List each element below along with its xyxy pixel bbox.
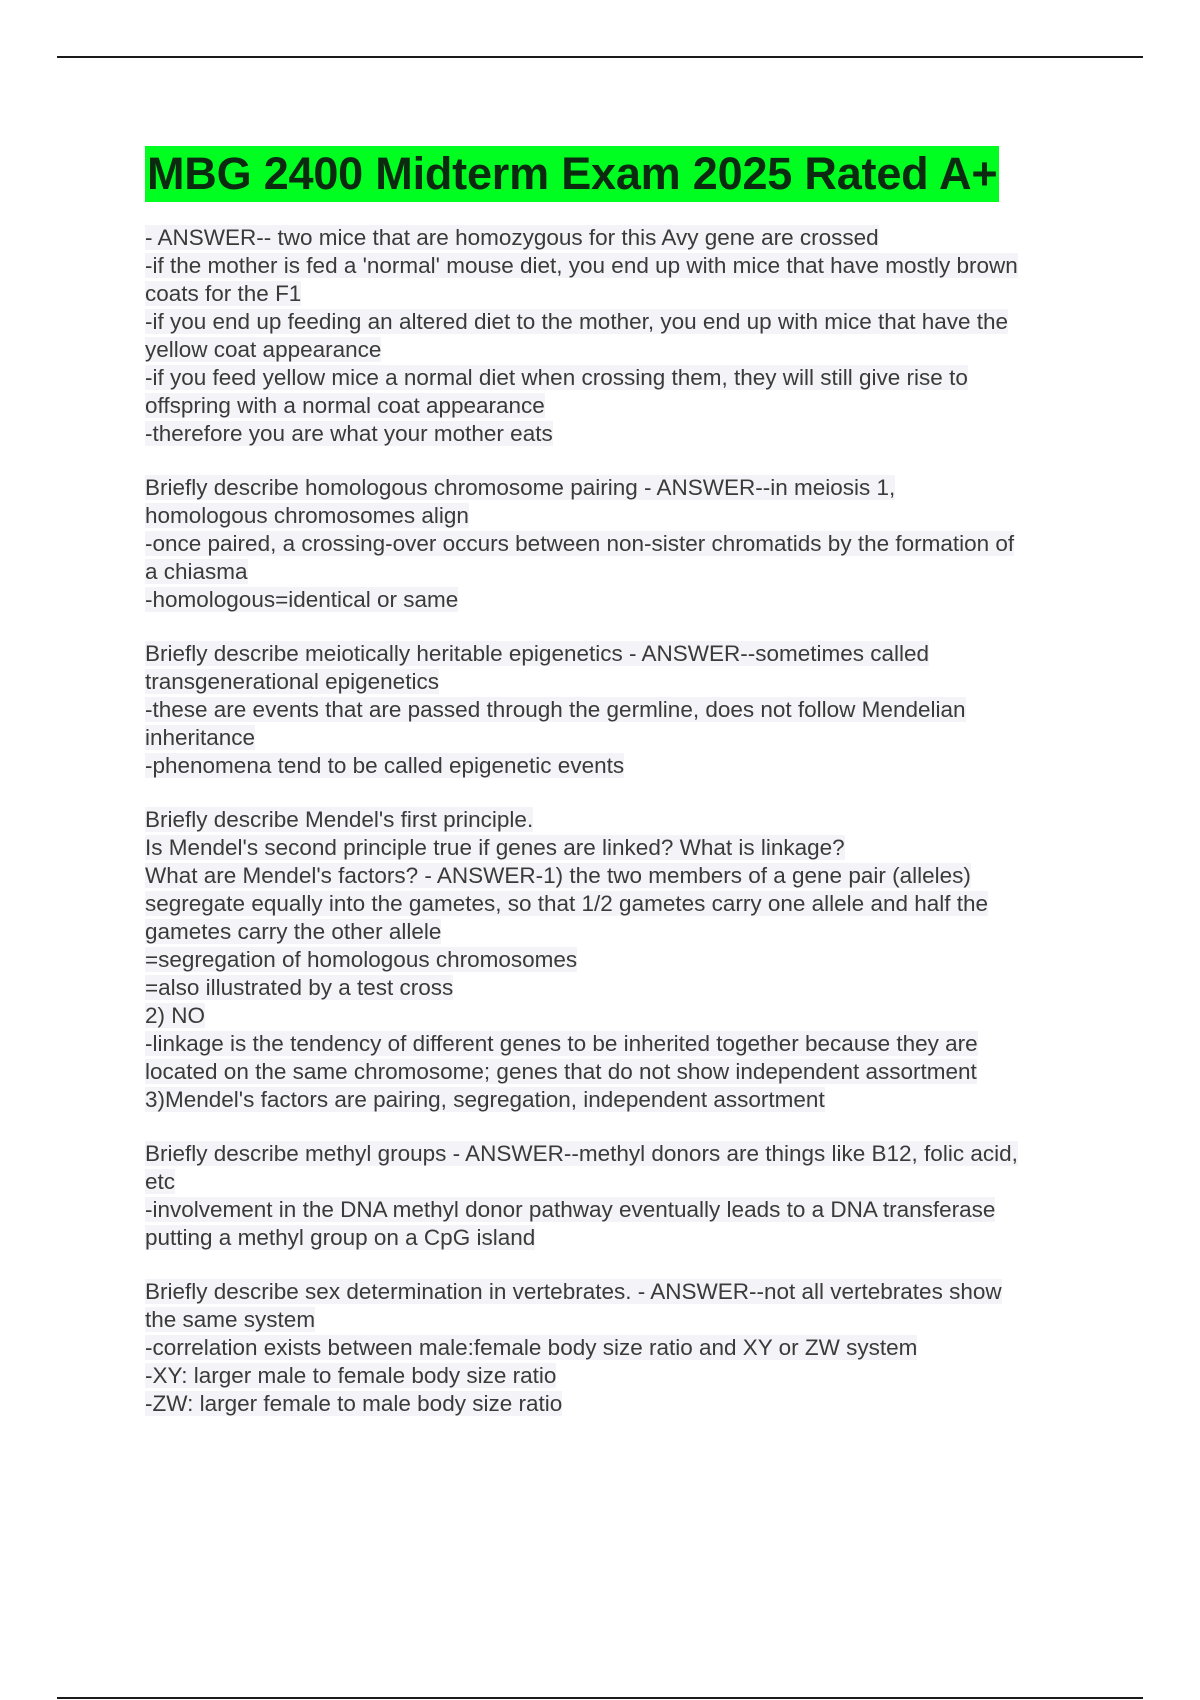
qa-section <box>145 1278 1085 1418</box>
text-line: -linkage is the tendency of different genes to be inherited together because they are <box>145 1031 978 1056</box>
text-line: -if the mother is fed a 'normal' mouse diet, you end up with mice that have mostly brown <box>145 253 1018 278</box>
text-line: Briefly describe methyl groups - ANSWER--methyl donors are things like B12, folic acid, <box>145 1141 1018 1166</box>
text-line: 3)Mendel's factors are pairing, segregation, independent assortment <box>145 1087 825 1112</box>
text-line: the same system <box>145 1307 316 1332</box>
text-line: Is Mendel's second principle true if genes are linked? What is linkage? <box>145 835 845 860</box>
text-line: a chiasma <box>145 559 248 584</box>
text-line: Briefly describe meiotically heritable epigenetics - ANSWER--sometimes called <box>145 641 930 666</box>
text-line: =also illustrated by a test cross <box>145 975 454 1000</box>
qa-section <box>145 1140 1085 1252</box>
text-line: inheritance <box>145 725 256 750</box>
text-line: transgenerational epigenetics <box>145 669 439 694</box>
text-line: -involvement in the DNA methyl donor pathway eventually leads to a DNA transferase <box>145 1197 996 1222</box>
text-line: located on the same chromosome; genes that do not show independent assortment <box>145 1059 977 1084</box>
qa-section <box>145 224 1085 448</box>
qa-section <box>145 806 1085 1114</box>
text-line: -correlation exists between male:female body size ratio and XY or ZW system <box>145 1335 918 1360</box>
text-line: -once paired, a crossing-over occurs between non-sister chromatids by the formation of <box>145 531 1015 556</box>
text-line: -if you feed yellow mice a normal diet when crossing them, they will still give rise to <box>145 365 968 390</box>
text-line: - ANSWER-- two mice that are homozygous for this Avy gene are crossed <box>145 225 879 250</box>
bottom-rule <box>57 1697 1143 1699</box>
text-line: -these are events that are passed through the germline, does not follow Mendelian <box>145 697 966 722</box>
text-line: What are Mendel's factors? - ANSWER-1) the two members of a gene pair (alleles) <box>145 863 971 888</box>
text-line: -therefore you are what your mother eats <box>145 421 553 446</box>
qa-section <box>145 640 1085 780</box>
text-line: Briefly describe homologous chromosome pairing - ANSWER--in meiosis 1, <box>145 475 896 500</box>
document-title: MBG 2400 Midterm Exam 2025 Rated A+ <box>145 146 999 202</box>
text-line: 2) NO <box>145 1003 206 1028</box>
text-line: =segregation of homologous chromosomes <box>145 947 578 972</box>
text-line: -phenomena tend to be called epigenetic events <box>145 753 625 778</box>
text-line: putting a methyl group on a CpG island <box>145 1225 536 1250</box>
text-line: Briefly describe sex determination in vertebrates. - ANSWER--not all vertebrates show <box>145 1279 1002 1304</box>
text-line: gametes carry the other allele <box>145 919 442 944</box>
document-body <box>145 146 1085 1444</box>
text-line: offspring with a normal coat appearance <box>145 393 545 418</box>
qa-section <box>145 474 1085 614</box>
text-line: -homologous=identical or same <box>145 587 459 612</box>
top-rule <box>57 56 1143 58</box>
text-line: -if you end up feeding an altered diet to the mother, you end up with mice that have the <box>145 309 1009 334</box>
text-line: etc <box>145 1169 176 1194</box>
text-line: homologous chromosomes align <box>145 503 469 528</box>
text-line: yellow coat appearance <box>145 337 382 362</box>
text-line: Briefly describe Mendel's first principle. <box>145 807 534 832</box>
text-line: -ZW: larger female to male body size ratio <box>145 1391 563 1416</box>
text-line: segregate equally into the gametes, so that 1/2 gametes carry one allele and half the <box>145 891 989 916</box>
text-line: coats for the F1 <box>145 281 302 306</box>
text-line: -XY: larger male to female body size ratio <box>145 1363 557 1388</box>
